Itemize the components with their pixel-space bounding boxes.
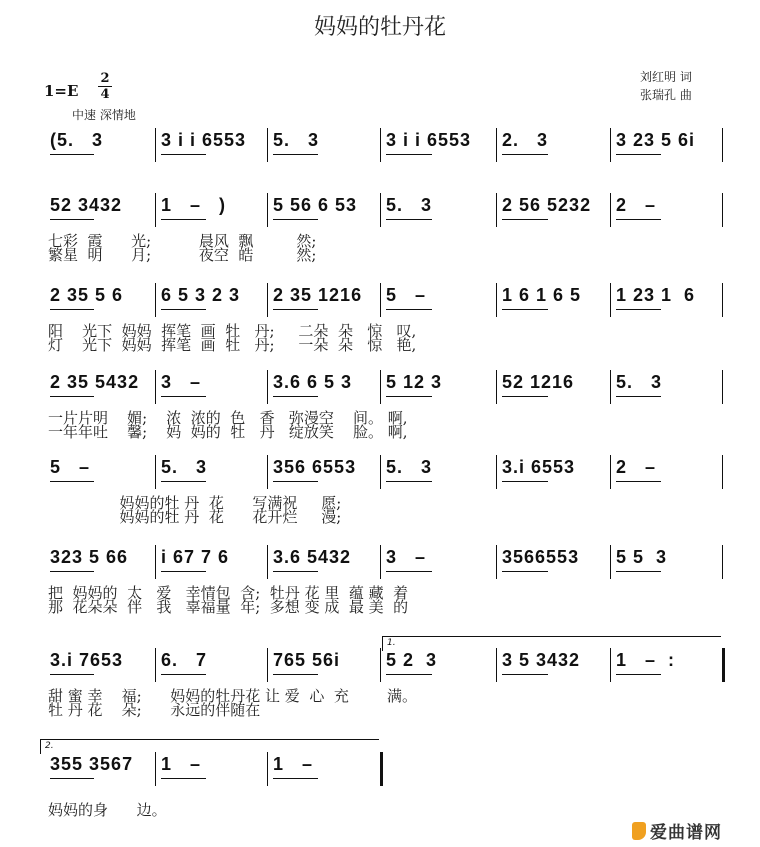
lyrics-verse-2: 妈妈的牡 丹 花 花开烂 漫;: [48, 508, 342, 526]
beam-underline: [616, 219, 661, 220]
barline: [380, 193, 381, 227]
measure: 3.i 6553: [502, 457, 576, 477]
barline: [610, 128, 611, 162]
measure: 2 35 5 6: [50, 285, 124, 305]
beam-underline: [50, 219, 94, 220]
barline: [496, 128, 497, 162]
barline: [267, 752, 268, 786]
key-signature: 1=E: [44, 82, 79, 100]
measure: 3 i i 6553: [386, 130, 472, 150]
beam-underline: [50, 396, 94, 397]
lyrics-verse-2: 牡 丹 花 朵; 永远的伴随在: [48, 701, 261, 719]
song-title: 妈妈的牡丹花: [313, 15, 446, 40]
barline: [496, 370, 497, 404]
barline: [380, 455, 381, 489]
barline: [610, 545, 611, 579]
barline: [610, 370, 611, 404]
barline: [610, 455, 611, 489]
lyrics-verse-1: 七彩 霞 光; 晨风 飘 然;: [48, 232, 317, 250]
beam-underline: [273, 154, 318, 155]
beam-underline: [386, 309, 432, 310]
beam-underline: [50, 778, 94, 779]
beam-underline: [502, 309, 548, 310]
measure: 3566553: [502, 547, 580, 567]
time-signature: 2 4: [98, 72, 112, 101]
measure: 3 5 3432: [502, 650, 581, 670]
barline: [380, 370, 381, 404]
barline: [496, 545, 497, 579]
measure: 3 –: [386, 547, 427, 567]
beam-underline: [502, 571, 548, 572]
lyrics-verse-1: 妈妈的身 边。: [48, 801, 167, 819]
beam-underline: [616, 571, 661, 572]
lyrics-verse-2: 那 花朵朵 伴 我 辜福量 年; 多想 变 成 最 美 的: [48, 598, 409, 616]
measure: 6. 7: [161, 650, 208, 670]
barline: [722, 370, 723, 404]
measure: 356 6553: [273, 457, 357, 477]
measure: 5. 3: [616, 372, 663, 392]
beam-underline: [616, 396, 661, 397]
barline: [267, 283, 268, 317]
barline: [155, 283, 156, 317]
beam-underline: [502, 219, 548, 220]
barline: [722, 128, 723, 162]
beam-underline: [616, 674, 661, 675]
beam-underline: [502, 154, 548, 155]
barline: [267, 648, 268, 682]
credits: [640, 68, 692, 104]
measure: 323 5 66: [50, 547, 129, 567]
repeat-barline: [722, 648, 725, 682]
volta-label: 2.: [45, 741, 54, 751]
beam-underline: [386, 154, 432, 155]
barline: [380, 648, 381, 682]
lyrics-verse-1: 甜 蜜 幸 福; 妈妈的牡丹花 让 爱 心 充 满。: [48, 687, 418, 705]
measure: 3.6 6 5 3: [273, 372, 353, 392]
measure: 3 i i 6553: [161, 130, 247, 150]
lyrics-verse-1: 一片片明 媚; 浓 浓的 色 香 弥漫空 间。 啊,: [48, 409, 408, 427]
beam-underline: [386, 674, 432, 675]
final-barline: [380, 752, 383, 786]
barline: [155, 370, 156, 404]
barline: [722, 545, 723, 579]
beam-underline: [273, 481, 318, 482]
measure: 5 –: [386, 285, 427, 305]
beam-underline: [616, 154, 661, 155]
barline: [267, 193, 268, 227]
measure: 2 35 5432: [50, 372, 140, 392]
composer: 张瑞孔 曲: [640, 88, 692, 102]
beam-underline: [50, 309, 94, 310]
barline: [380, 283, 381, 317]
beam-underline: [502, 396, 548, 397]
measure: 1 – ): [161, 195, 227, 215]
barline: [496, 283, 497, 317]
beam-underline: [161, 219, 206, 220]
measure: 1 –: [161, 754, 202, 774]
tempo-marking: 中速 深情地: [72, 108, 136, 122]
beam-underline: [386, 396, 432, 397]
barline: [610, 283, 611, 317]
beam-underline: [273, 778, 318, 779]
volta-second-ending: [40, 739, 379, 754]
lyrics-verse-1: 妈妈的牡 丹 花 写满祝 愿;: [48, 494, 342, 512]
measure: 3.i 7653: [50, 650, 124, 670]
barline: [267, 455, 268, 489]
measure: 2 –: [616, 457, 657, 477]
measure: 5. 3: [386, 457, 433, 477]
barline: [496, 455, 497, 489]
beam-underline: [161, 481, 206, 482]
beam-underline: [273, 571, 318, 572]
barline: [267, 128, 268, 162]
barline: [380, 128, 381, 162]
barline: [496, 193, 497, 227]
measure: 3 23 5 6i: [616, 130, 696, 150]
barline: [155, 752, 156, 786]
measure: 52 3432: [50, 195, 123, 215]
measure: 2 56 5232: [502, 195, 592, 215]
lyrics-verse-2: 一年年吐 馨; 妈 妈的 牡 丹 绽放笑 脸。 啊,: [48, 423, 408, 441]
beam-underline: [161, 674, 206, 675]
barline: [155, 545, 156, 579]
lyrics-verse-2: 繁星 明 月; 夜空 皓 然;: [48, 246, 317, 264]
music-note-icon: [632, 822, 646, 840]
measure: 3 –: [161, 372, 202, 392]
beam-underline: [161, 154, 206, 155]
beam-underline: [273, 396, 318, 397]
barline: [722, 455, 723, 489]
beam-underline: [616, 481, 661, 482]
barline: [155, 193, 156, 227]
measure: 2 35 1216: [273, 285, 363, 305]
measure: i 67 7 6: [161, 547, 230, 567]
beam-underline: [502, 481, 548, 482]
beam-underline: [616, 309, 661, 310]
beam-underline: [161, 778, 206, 779]
beam-underline: [50, 481, 94, 482]
beam-underline: [273, 674, 318, 675]
measure: 2. 3: [502, 130, 549, 150]
lyrics-verse-1: 阳 光下 妈妈 挥笔 画 牡 丹; 二朵 朵 惊 叹,: [48, 322, 417, 340]
beam-underline: [273, 309, 318, 310]
measure: 765 56i: [273, 650, 341, 670]
barline: [496, 648, 497, 682]
measure: 5. 3: [161, 457, 208, 477]
beam-underline: [161, 396, 206, 397]
volta-label: 1.: [387, 638, 396, 648]
beam-underline: [161, 309, 206, 310]
measure: 1 23 1 6: [616, 285, 696, 305]
barline: [155, 455, 156, 489]
measure: 1 6 1 6 5: [502, 285, 582, 305]
beam-underline: [273, 219, 318, 220]
barline: [267, 545, 268, 579]
beam-underline: [50, 571, 94, 572]
barline: [155, 648, 156, 682]
barline: [610, 193, 611, 227]
lyrics-verse-1: 把 妈妈的 太 爱 幸情包 含; 牡丹 花 里 蕴 藏 着: [48, 584, 409, 602]
barline: [380, 545, 381, 579]
measure: 5. 3: [273, 130, 320, 150]
measure: 5 2 3: [386, 650, 438, 670]
beam-underline: [502, 674, 548, 675]
barline: [267, 370, 268, 404]
barline: [610, 648, 611, 682]
measure: 52 1216: [502, 372, 575, 392]
lyrics-verse-2: 灯 光下 妈妈 挥笔 画 牡 丹; 一朵 朵 惊 艳,: [48, 336, 417, 354]
lyricist: 刘红明 词: [640, 70, 692, 84]
measure: 1 – :: [616, 650, 676, 670]
beam-underline: [50, 674, 94, 675]
measure: 1 –: [273, 754, 314, 774]
measure: 5 12 3: [386, 372, 443, 392]
measure: 5. 3: [386, 195, 433, 215]
barline: [722, 283, 723, 317]
measure: 5 56 6 53: [273, 195, 358, 215]
beam-underline: [386, 219, 432, 220]
measure: 355 3567: [50, 754, 134, 774]
watermark-logo: [632, 818, 722, 843]
barline: [722, 193, 723, 227]
volta-first-ending: [382, 636, 721, 651]
measure: (5. 3: [50, 130, 104, 150]
beam-underline: [50, 154, 94, 155]
measure: 5 5 3: [616, 547, 668, 567]
beam-underline: [161, 571, 206, 572]
beam-underline: [386, 481, 432, 482]
measure: 3.6 5432: [273, 547, 352, 567]
watermark-text: 爱曲谱网: [650, 823, 722, 843]
beam-underline: [386, 571, 432, 572]
measure: 6 5 3 2 3: [161, 285, 241, 305]
measure: 2 –: [616, 195, 657, 215]
barline: [155, 128, 156, 162]
measure: 5 –: [50, 457, 91, 477]
